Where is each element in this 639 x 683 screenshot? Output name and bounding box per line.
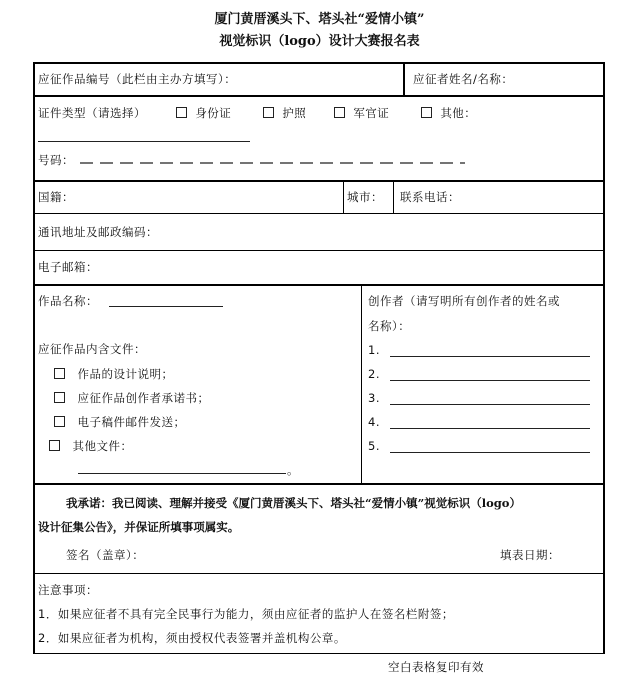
creator-number: 1. xyxy=(368,343,380,357)
applicant-name-label: 应征者姓名/名称： xyxy=(413,72,514,86)
table-left-border xyxy=(33,62,35,654)
pledge-line2: 设计征集公告》，并保证所填事项属实。 xyxy=(38,520,240,534)
other-files-fill-line[interactable] xyxy=(78,473,286,474)
creators-label-line1: 创作者（请写明所有创作者的姓名或 xyxy=(368,294,560,308)
pledge-line1: 我承诺：我已阅读、理解并接受《厦门黄厝溪头下、塔头社“爱情小镇”视觉标识（logo） xyxy=(66,496,521,510)
city-label: 城市： xyxy=(347,190,383,204)
column-divider xyxy=(403,62,405,96)
creator-number: 3. xyxy=(368,391,380,405)
column-divider xyxy=(343,180,344,214)
checkbox[interactable] xyxy=(263,107,274,118)
form-title-line1: 厦门黄厝溪头下、塔头社“爱情小镇” xyxy=(214,12,425,27)
row-divider xyxy=(33,284,605,286)
date-label: 填表日期： xyxy=(500,548,560,562)
file-item-other[interactable]: 其他文件： xyxy=(49,438,132,454)
files-label: 应征作品内含文件： xyxy=(38,342,146,356)
row-divider xyxy=(33,250,605,251)
checkbox[interactable] xyxy=(49,440,60,451)
creator-fill-line[interactable] xyxy=(390,452,590,453)
work-name-label: 作品名称： xyxy=(38,294,98,308)
address-label: 通讯地址及邮政编码： xyxy=(38,225,158,239)
id-option-id-card[interactable]: 身份证 xyxy=(176,105,231,121)
work-name-fill-line[interactable] xyxy=(109,306,223,307)
table-top-border xyxy=(33,62,605,64)
creator-fill-line[interactable] xyxy=(390,428,590,429)
checkbox[interactable] xyxy=(54,416,65,427)
row-divider xyxy=(33,483,605,485)
row-divider xyxy=(33,573,605,574)
id-number-dashes[interactable] xyxy=(80,160,465,166)
signature-label: 签名（盖章）： xyxy=(66,548,145,562)
creator-fill-line[interactable] xyxy=(390,404,590,405)
column-divider xyxy=(361,284,362,484)
email-label: 电子邮箱： xyxy=(38,260,98,274)
id-other-fill-line[interactable] xyxy=(38,141,250,142)
checkbox[interactable] xyxy=(54,368,65,379)
row-divider xyxy=(33,180,605,182)
file-item-email-submission[interactable]: 电子稿件邮件发送； xyxy=(54,414,185,430)
table-bottom-border xyxy=(33,653,605,654)
file-item-design-description[interactable]: 作品的设计说明； xyxy=(54,366,173,382)
id-option-other[interactable]: 其他： xyxy=(421,105,476,121)
note-item: 1．如果应征者不具有完全民事行为能力，须由应征者的监护人在签名栏附签； xyxy=(38,607,454,621)
file-item-creator-pledge[interactable]: 应征作品创作者承诺书； xyxy=(54,390,209,406)
form-title-line2: 视觉标识（logo）设计大赛报名表 xyxy=(219,34,420,49)
id-option-officer-card[interactable]: 军官证 xyxy=(334,105,389,121)
files-end-mark: 。 xyxy=(287,463,299,477)
work-number-label: 应征作品编号（此栏由主办方填写）： xyxy=(38,72,237,86)
nationality-label: 国籍： xyxy=(38,190,74,204)
id-option-passport[interactable]: 护照 xyxy=(263,105,306,121)
footer-note: 空白表格复印有效 xyxy=(388,660,484,674)
phone-label: 联系电话： xyxy=(400,190,460,204)
creator-number: 2. xyxy=(368,367,380,381)
table-right-border xyxy=(603,62,605,654)
row-divider xyxy=(33,95,605,97)
note-item: 2．如果应征者为机构，须由授权代表签署并盖机构公章。 xyxy=(38,631,346,645)
creators-label-line2: 名称）： xyxy=(368,319,411,333)
checkbox[interactable] xyxy=(54,392,65,403)
checkbox[interactable] xyxy=(334,107,345,118)
creator-fill-line[interactable] xyxy=(390,356,590,357)
id-number-label: 号码： xyxy=(38,153,74,167)
creator-number: 5. xyxy=(368,439,380,453)
creator-fill-line[interactable] xyxy=(390,380,590,381)
column-divider xyxy=(393,180,394,214)
checkbox[interactable] xyxy=(176,107,187,118)
notes-title: 注意事项： xyxy=(38,583,98,597)
id-type-label: 证件类型（请选择） xyxy=(38,106,146,120)
checkbox[interactable] xyxy=(421,107,432,118)
row-divider xyxy=(33,213,605,214)
creator-number: 4. xyxy=(368,415,380,429)
